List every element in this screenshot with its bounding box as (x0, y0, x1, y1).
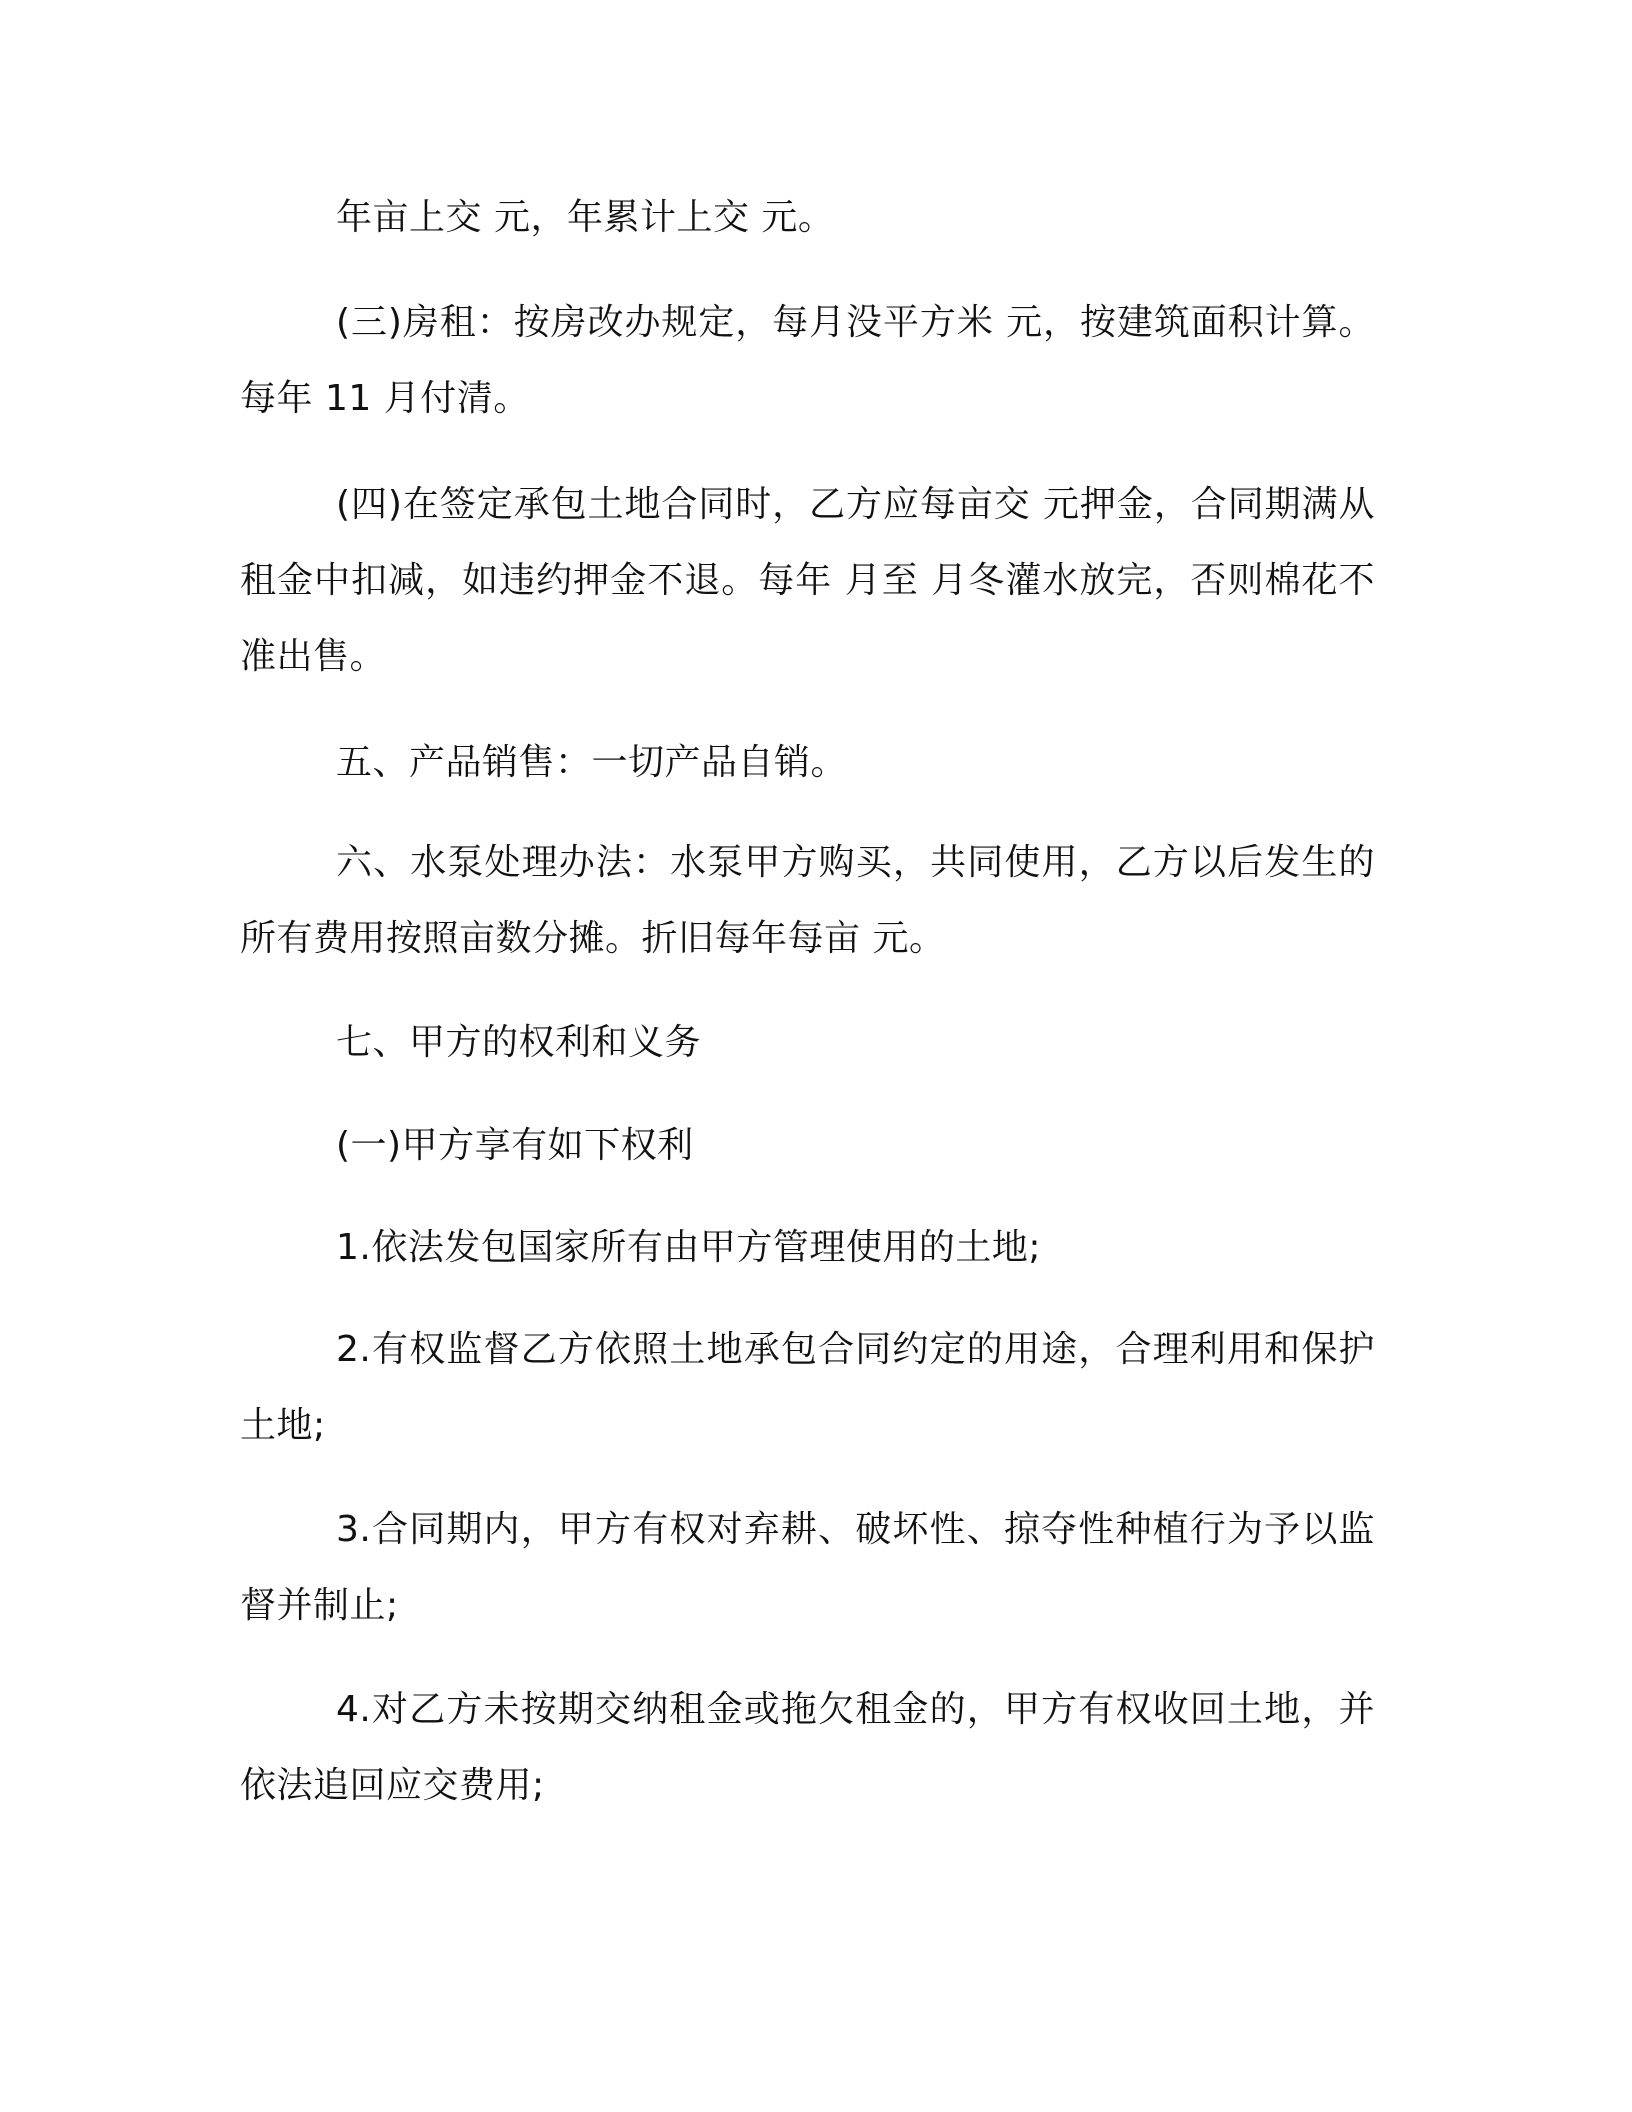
paragraph-annual-payment: 年亩上交 元，年累计上交 元。 (336, 197, 835, 238)
list-item-3: 3.合同期内，甲方有权对弃耕、破坏性、掠夺性种植行为予以监督并制止; (240, 1509, 1375, 1626)
list-item-1: 1.依法发包国家所有由甲方管理使用的土地; (336, 1227, 1041, 1268)
list-item-4: 4.对乙方未按期交纳租金或拖欠租金的，甲方有权收回土地，并依法追回应交费用; (240, 1689, 1375, 1806)
paragraph-product-sales: 五、产品销售：一切产品自销。 (336, 742, 848, 783)
paragraph-water-pump: 六、水泵处理办法：水泵甲方购买，共同使用，乙方以后发生的所有费用按照亩数分摊。折旧每年每亩 元。 (240, 842, 1375, 959)
paragraph-deposit: (四)在签定承包土地合同时，乙方应每亩交 元押金，合同期满从租金中扣减，如违约押金不退。每年 月至 月冬灌水放完，否则棉花不准出售。 (240, 484, 1375, 677)
subsection-heading-rights: (一)甲方享有如下权利 (336, 1125, 694, 1166)
paragraph-house-rent: (三)房租：按房改办规定，每月没平方米 元，按建筑面积计算。每年 11 月付清。 (240, 302, 1375, 419)
list-item-2: 2.有权监督乙方依照土地承包合同约定的用途，合理利用和保护土地; (240, 1329, 1375, 1446)
section-heading-party-a-rights: 七、甲方的权利和义务 (336, 1022, 702, 1063)
